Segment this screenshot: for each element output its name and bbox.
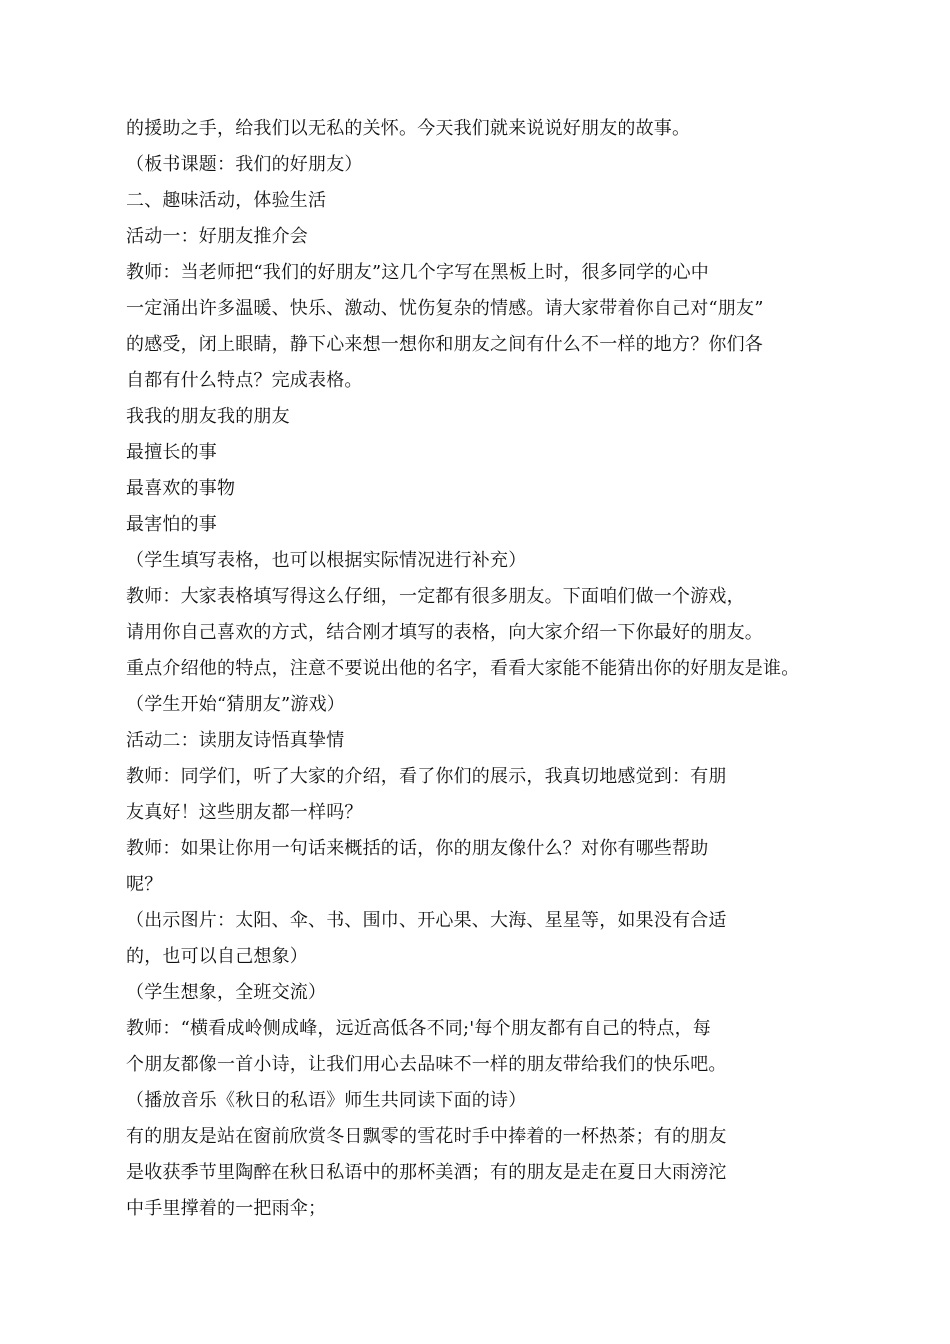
text-line: 教师：当老师把“我们的好朋友”这几个字写在黑板上时，很多同学的心中 <box>126 262 710 283</box>
table-header-line: 我我的朋友我的朋友 <box>126 406 290 427</box>
section-heading: 二、趣味活动，体验生活 <box>126 190 327 211</box>
text-line: 请用你自己喜欢的方式，结合刚才填写的表格，向大家介绍一下你最好的朋友。 <box>126 622 763 643</box>
activity-heading: 活动二：读朋友诗悟真挚情 <box>126 730 345 751</box>
text-line: 呢？ <box>126 874 163 895</box>
text-line: 教师：“横看成岭侧成峰，远近高低各不同;'每个朋友都有自己的特点，每 <box>126 1018 712 1039</box>
text-line: 的感受，闭上眼睛，静下心来想一想你和朋友之间有什么不一样的地方？你们各 <box>126 334 763 355</box>
text-line: （播放音乐《秋日的私语》师生共同读下面的诗） <box>126 1090 527 1111</box>
text-line: 有的朋友是站在窗前欣赏冬日飘零的雪花时手中捧着的一杯热茶；有的朋友 <box>126 1126 727 1147</box>
text-line: 的援助之手，给我们以无私的关怀。今天我们就来说说好朋友的故事。 <box>126 118 691 139</box>
text-line: 中手里撑着的一把雨伞； <box>126 1198 327 1219</box>
text-line: 的，也可以自己想象） <box>126 946 308 967</box>
text-line: （学生想象，全班交流） <box>126 982 327 1003</box>
text-line: （出示图片：太阳、伞、书、围巾、开心果、大海、星星等，如果没有合适 <box>126 910 727 931</box>
activity-heading: 活动一：好朋友推介会 <box>126 226 308 247</box>
text-line: 是收获季节里陶醉在秋日私语中的那杯美酒；有的朋友是走在夏日大雨滂沱 <box>126 1162 727 1183</box>
text-line: （学生填写表格，也可以根据实际情况进行补充） <box>126 550 527 571</box>
table-row-label: 最喜欢的事物 <box>126 478 236 499</box>
text-line: 重点介绍他的特点，注意不要说出他的名字，看看大家能不能猜出你的好朋友是谁。 <box>126 658 800 679</box>
text-line: 教师：大家表格填写得这么仔细，一定都有很多朋友。下面咱们做一个游戏， <box>126 586 745 607</box>
text-line: （板书课题：我们的好朋友） <box>126 154 363 175</box>
text-line: 教师：同学们，听了大家的介绍，看了你们的展示，我真切地感觉到：有朋 <box>126 766 727 787</box>
text-line: 一定涌出许多温暖、快乐、激动、忧伤复杂的情感。请大家带着你自己对“朋友” <box>126 298 764 319</box>
table-row-label: 最擅长的事 <box>126 442 217 463</box>
text-line: 自都有什么特点？完成表格。 <box>126 370 363 391</box>
text-line: 教师：如果让你用一句话来概括的话，你的朋友像什么？对你有哪些帮助 <box>126 838 709 859</box>
text-line: 友真好！这些朋友都一样吗？ <box>126 802 363 823</box>
text-line: （学生开始“猜朋友”游戏） <box>126 694 346 715</box>
table-row-label: 最害怕的事 <box>126 514 217 535</box>
text-line: 个朋友都像一首小诗，让我们用心去品味不一样的朋友带给我们的快乐吧。 <box>126 1054 727 1075</box>
